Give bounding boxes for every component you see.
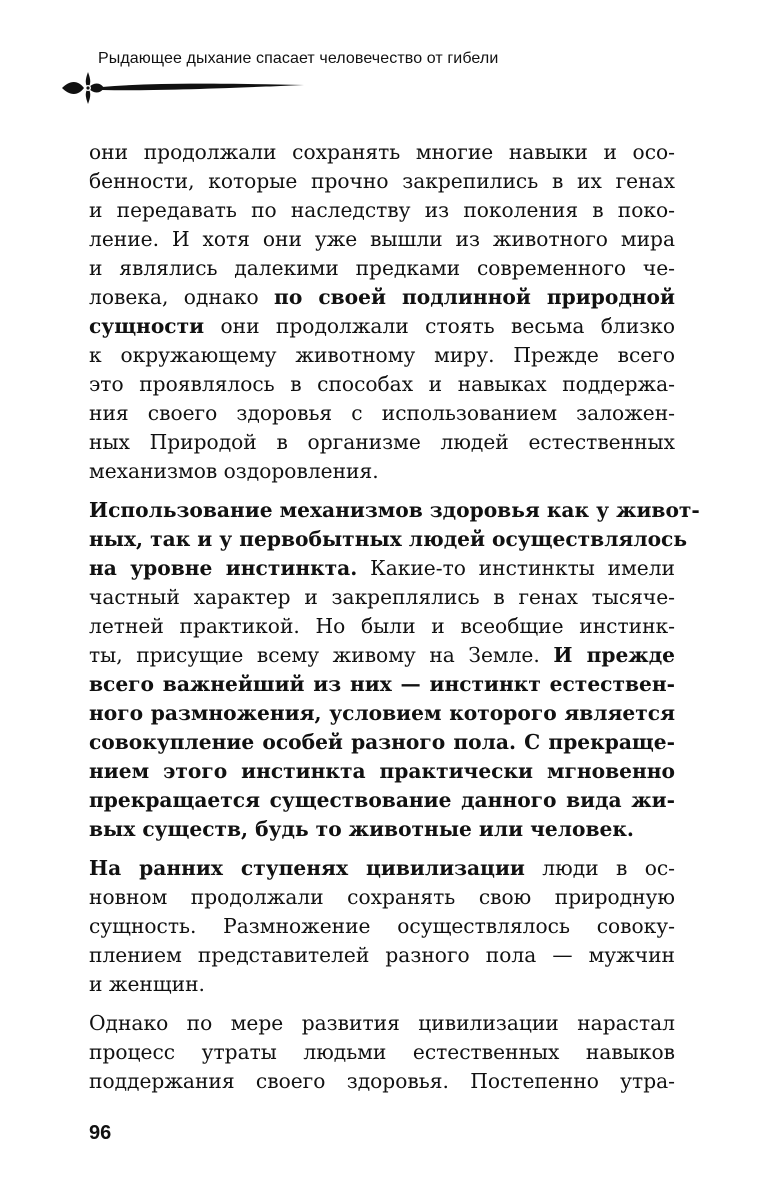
running-header-title: Рыдающее дыхание спасает человечество от гибели bbox=[98, 50, 499, 67]
page-number: 96 bbox=[89, 1122, 112, 1144]
text-run: частный характер и закреплялись в генах тысяче- bbox=[89, 585, 675, 609]
bold-text-run: ных, так и у первобытных людей осуществлялось bbox=[89, 527, 688, 551]
text-line bbox=[89, 854, 675, 883]
text-run: и являлись далекими предками современного че- bbox=[89, 256, 675, 280]
text-run: ных Природой в организме людей естественных bbox=[89, 430, 675, 454]
text-line bbox=[89, 283, 675, 312]
bold-text-run: на уровне инстинкта. bbox=[89, 556, 358, 580]
bold-text-run: Использование механизмов здоровья как у живот- bbox=[89, 498, 700, 522]
text-run: бенности, которые прочно закрепились в их генах bbox=[89, 169, 675, 193]
text-line bbox=[89, 786, 675, 815]
text-line bbox=[89, 883, 675, 912]
text-line bbox=[89, 167, 675, 196]
text-line bbox=[89, 612, 675, 641]
text-line bbox=[89, 815, 675, 844]
text-run: летней практикой. Но были и всеобщие инстинк- bbox=[89, 614, 675, 638]
body-text bbox=[89, 138, 700, 1106]
paragraph bbox=[89, 496, 700, 844]
paragraph bbox=[89, 138, 675, 486]
text-run: к окружающему животному миру. Прежде всего bbox=[89, 343, 675, 367]
text-line bbox=[89, 1009, 675, 1038]
bold-text-run: по своей подлинной природной bbox=[274, 285, 675, 309]
text-run: и передавать по наследству из поколения в поко- bbox=[89, 198, 675, 222]
text-line bbox=[89, 496, 700, 525]
bold-text-run: ного размножения, условием которого является bbox=[89, 701, 675, 725]
text-line bbox=[89, 341, 675, 370]
text-line bbox=[89, 554, 675, 583]
bold-text-run: прекращается существование данного вида жи- bbox=[89, 788, 675, 812]
text-line bbox=[89, 941, 675, 970]
text-line bbox=[89, 196, 675, 225]
text-line bbox=[89, 254, 675, 283]
text-run: сущность. Размножение осуществлялось совоку- bbox=[89, 914, 675, 938]
text-line bbox=[89, 225, 675, 254]
text-line bbox=[89, 670, 675, 699]
text-run: это проявлялось в способах и навыках поддержа- bbox=[89, 372, 675, 396]
bold-text-run: сущности bbox=[89, 314, 205, 338]
bold-text-run: На ранних ступенях цивилизации bbox=[89, 856, 525, 880]
text-line bbox=[89, 525, 688, 554]
text-line bbox=[89, 1067, 675, 1096]
text-line bbox=[89, 970, 675, 999]
text-run: плением представителей разного пола — мужчин bbox=[89, 943, 675, 967]
bold-text-run: всего важнейший из них — инстинкт естествен- bbox=[89, 672, 675, 696]
text-run: ния своего здоровья с использованием заложен- bbox=[89, 401, 675, 425]
text-run: Однако по мере развития цивилизации нарастал bbox=[89, 1011, 675, 1035]
text-line bbox=[89, 138, 675, 167]
text-line bbox=[89, 641, 675, 670]
text-run: поддержания своего здоровья. Постепенно утра- bbox=[89, 1069, 675, 1093]
text-line bbox=[89, 457, 675, 486]
text-line bbox=[89, 370, 675, 399]
bold-text-run: совокупление особей разного пола. С прекраще- bbox=[89, 730, 675, 754]
text-run: они продолжали сохранять многие навыки и осо- bbox=[89, 140, 675, 164]
text-run: ловека, однако bbox=[89, 285, 275, 309]
text-run: они продолжали стоять весьма близко bbox=[204, 314, 675, 338]
text-run: механизмов оздоровления. bbox=[89, 459, 379, 483]
text-line bbox=[89, 1038, 675, 1067]
text-run: Какие-то инстинкты имели bbox=[357, 556, 675, 580]
text-run: люди в ос- bbox=[524, 856, 676, 880]
text-line bbox=[89, 399, 675, 428]
bold-text-run: И прежде bbox=[553, 643, 675, 667]
bold-text-run: вых существ, будь то животные или человек. bbox=[89, 817, 634, 841]
text-line bbox=[89, 312, 675, 341]
text-run: процесс утраты людьми естественных навыков bbox=[89, 1040, 675, 1064]
text-run: ление. И хотя они уже вышли из животного мира bbox=[89, 227, 675, 251]
paragraph bbox=[89, 1009, 675, 1096]
paragraph bbox=[89, 854, 675, 999]
text-line bbox=[89, 912, 675, 941]
text-run: ты, присущие всему живому на Земле. bbox=[89, 643, 554, 667]
text-line bbox=[89, 583, 675, 612]
text-line bbox=[89, 699, 675, 728]
text-line bbox=[89, 728, 675, 757]
text-line bbox=[89, 428, 675, 457]
bold-text-run: нием этого инстинкта практически мгновенно bbox=[89, 759, 675, 783]
text-run: новном продолжали сохранять свою природную bbox=[89, 885, 675, 909]
fleuron-ornament-icon bbox=[58, 70, 308, 110]
text-run: и женщин. bbox=[89, 972, 205, 996]
text-line bbox=[89, 757, 675, 786]
